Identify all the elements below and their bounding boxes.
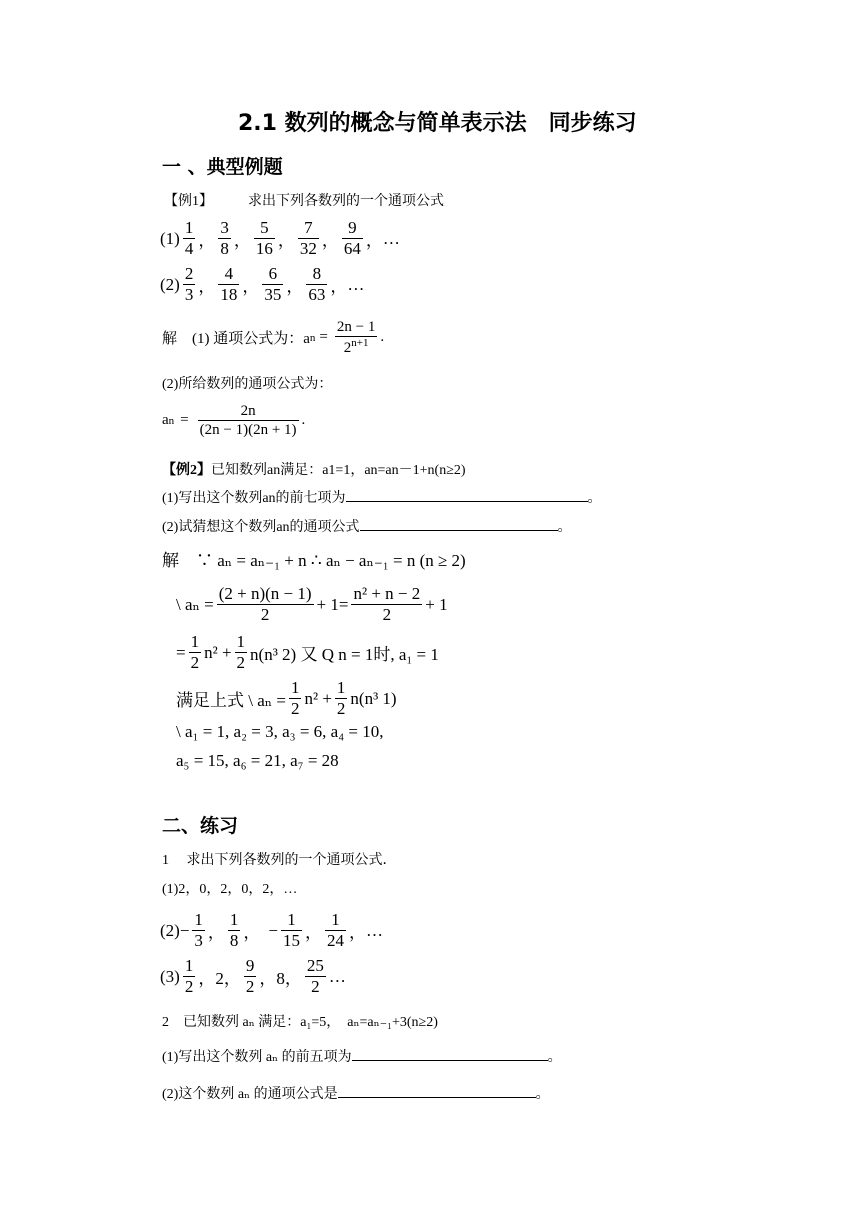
fraction: $\frac{6}{35}$ xyxy=(264,264,282,305)
example2-text: 已知数列an满足：a1=1，an=an－1+n(n≥2) xyxy=(211,463,466,478)
fraction: $\frac{1}{2}$ xyxy=(336,678,346,719)
answer-blank[interactable] xyxy=(360,518,558,531)
example2-solution-line4: 满足上式 \ aₙ = $\frac{1}{2}$ n² + $\frac{1}{2}$ n(n³ 1) xyxy=(176,678,397,719)
fraction: $\frac{1}{2}$ xyxy=(190,632,200,673)
answer-blank[interactable] xyxy=(346,489,588,502)
fraction: $\frac{5}{16}$ xyxy=(255,218,273,259)
example2-label: 【例2】 xyxy=(162,463,211,478)
example1-solution1: 解 (1) 通项公式为：a n = $\frac{2n - 1}{2^{n+1}}$ . xyxy=(162,319,385,356)
ellipsis: … xyxy=(328,966,346,986)
fraction: $\frac{4}{18}$ xyxy=(220,264,238,305)
practice1-sequence1: (1)2，0，2，0，2，… xyxy=(162,882,298,897)
example1-label: 【例1】 xyxy=(164,194,213,209)
example1-heading xyxy=(164,190,444,210)
fraction: $\frac{1}{2}$ xyxy=(236,632,246,673)
seq-label: (1) xyxy=(160,228,180,248)
ellipsis: … xyxy=(382,228,400,248)
fraction: $\frac{1}{2}$ xyxy=(184,956,194,997)
practice2-prompt: 2 已知数列 aₙ 满足：a₁=5， aₙ=aₙ₋₁+3(n≥2) xyxy=(162,1015,438,1030)
ellipsis: … xyxy=(347,274,365,294)
fraction: $\frac{\text{n² + n − 2}}{2}$ xyxy=(353,584,421,625)
section-heading-examples: 一 、典型例题 xyxy=(162,156,283,178)
practice1-sequence3: (3) $\frac{1}{2}$ ，2， $\frac{9}{2}$ ，8， $\frac{25}{2}$ … xyxy=(160,956,346,997)
practice1-sequence2: (2) − $\frac{1}{3}$ ， $\frac{1}{8}$ ， − $\frac{1}{15}$ ， $\frac{1}{24}$ ， … xyxy=(160,910,384,951)
example2-question2: (2)试猜想这个数列an的通项公式 。 xyxy=(162,520,572,535)
fraction: $\frac{1}{4}$ xyxy=(184,218,194,259)
answer-blank[interactable] xyxy=(338,1085,536,1098)
example2-question1: (1)写出这个数列an的前七项为 。 xyxy=(162,491,602,506)
ellipsis: … xyxy=(366,920,384,940)
answer-blank[interactable] xyxy=(352,1048,548,1061)
fraction: $\frac{2n - 1}{2^{n+1}}$ xyxy=(336,319,376,356)
example1-sequence2: (2) $\frac{2}{3}$ ， $\frac{4}{18}$ ， $\frac{6}{35}$ ， $\frac{8}{63}$ ， … xyxy=(160,264,365,305)
fraction: $\frac{3}{8}$ xyxy=(220,218,229,259)
seq-label: (2) xyxy=(160,274,180,294)
example2-solution-line3: = $\frac{1}{2}$ n² + $\frac{1}{2}$ n(n³ 2) 又 Q n = 1时, a₁ = 1 xyxy=(176,632,439,673)
example1-solution2: a n = $\frac{2n}{(2n - 1)(2n + 1)}$ . xyxy=(162,403,306,438)
fraction: $\frac{1}{15}$ xyxy=(283,910,301,951)
example1-solution2-lead: (2)所给数列的通项公式为： xyxy=(162,377,333,392)
example1-prompt: 求出下列各数列的一个通项公式 xyxy=(248,194,444,209)
practice1-prompt: 1 求出下列各数列的一个通项公式． xyxy=(162,853,397,868)
page-title: 2.1 数列的概念与简单表示法 同步练习 xyxy=(238,111,637,136)
example2-solution-line2: \ aₙ = $\frac{(2 + n)(n - 1)}{2}$ + 1= $\frac{\text{n² + n − 2}}{2}$ + 1 xyxy=(176,584,448,625)
example1-sequence1: (1) $\frac{1}{4}$ ， $\frac{3}{8}$ ， $\frac{5}{16}$ ， $\frac{7}{32}$ ， $\frac{9}{64}$ ， … xyxy=(160,218,400,259)
section-heading-practice: 二、练习 xyxy=(162,815,239,837)
fraction: $\frac{1}{2}$ xyxy=(290,678,300,719)
fraction: $\frac{2n}{(2n - 1)(2n + 1)}$ xyxy=(199,403,297,438)
fraction: $\frac{1}{24}$ xyxy=(327,910,345,951)
example2-solution-line1: 解 ∵ aₙ = aₙ₋₁ + n ∴ aₙ − aₙ₋₁ = n (n ≥ 2) xyxy=(162,551,466,570)
fraction: $\frac{9}{64}$ xyxy=(343,218,361,259)
fraction: $\frac{1}{3}$ xyxy=(194,910,203,951)
fraction: $\frac{7}{32}$ xyxy=(299,218,317,259)
fraction: $\frac{25}{2}$ xyxy=(306,956,324,997)
example2-solution-line5: \ a₁ = 1, a₂ = 3, a₃ = 6, a₄ = 10, xyxy=(176,722,384,741)
fraction: $\frac{2}{3}$ xyxy=(184,264,194,305)
practice2-question1: (1)写出这个数列 aₙ 的前五项为 。 xyxy=(162,1050,562,1065)
fraction: $\frac{1}{8}$ xyxy=(229,910,239,951)
fraction: $\frac{(2 + n)(n - 1)}{2}$ xyxy=(218,584,312,625)
example2-solution-line6: a₅ = 15, a₆ = 21, a₇ = 28 xyxy=(176,751,339,770)
fraction: $\frac{9}{2}$ xyxy=(245,956,255,997)
example2-heading xyxy=(162,459,466,479)
practice2-question2: (2)这个数列 aₙ 的通项公式是 。 xyxy=(162,1087,550,1102)
fraction: $\frac{8}{63}$ xyxy=(308,264,326,305)
